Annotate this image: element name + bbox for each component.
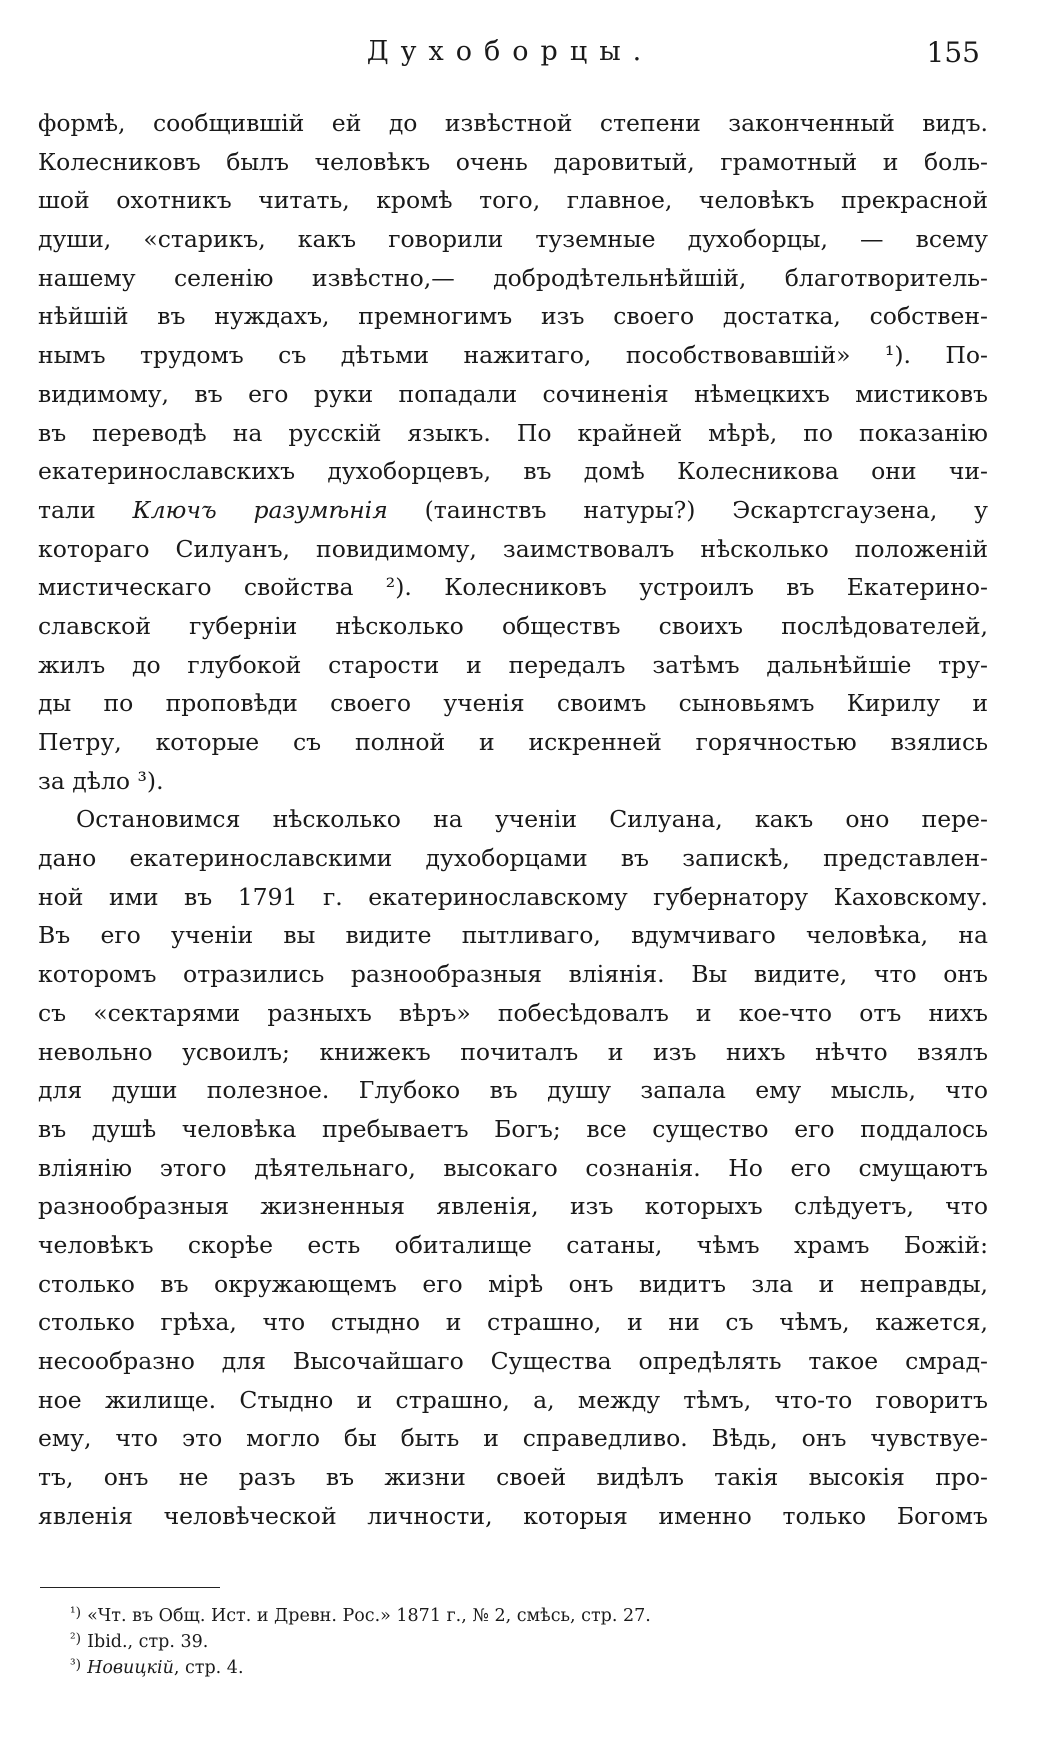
text-line: несообразно для Высочайшаго Существа опредѣлять такое смрад- <box>38 1347 988 1375</box>
text-line: дано екатеринославскими духоборцами въ запискѣ, представлен- <box>38 844 988 873</box>
footnote-mark: ²) <box>70 1631 82 1647</box>
text-line: славской губерніи нѣсколько обществъ своихъ послѣдователей, <box>38 611 988 640</box>
body-text <box>38 104 988 1535</box>
text-line: столько грѣха, что стыдно и страшно, и ни съ чѣмъ, кажется, <box>38 1308 988 1337</box>
text-line: Петру, которые съ полной и искренней горячностью взялись <box>38 728 988 756</box>
text-segment: тали <box>38 495 133 524</box>
footnotes <box>70 1600 970 1678</box>
footnote-text: Ibid., стр. 39. <box>87 1632 209 1652</box>
footnote-mark: ³) <box>70 1657 82 1673</box>
text-line: невольно усвоилъ; книжекъ почиталъ и изъ нихъ нѣчто взялъ <box>38 1037 988 1066</box>
text-line: въ переводѣ на русскій языкъ. По крайней мѣрѣ, по показанію <box>38 418 988 447</box>
text-line: нымъ трудомъ съ дѣтьми нажитаго, пособствовавшій» ¹). По- <box>38 341 988 370</box>
text-line: явленія человѣческой личности, которыя именно только Богомъ <box>38 1501 988 1530</box>
text-line: котораго Силуанъ, повидимому, заимствовалъ нѣсколько положеній <box>38 534 988 563</box>
page-number: 155 <box>926 36 980 69</box>
text-line: души, «старикъ, какъ говорили туземные духоборцы, — всему <box>38 225 988 254</box>
text-line: разнообразныя жизненныя явленія, изъ которыхъ слѣдуетъ, что <box>38 1192 988 1221</box>
text-line: мистическаго свойства ²). Колесниковъ устроилъ въ Екатерино- <box>38 573 988 602</box>
footnote-text: «Чт. въ Общ. Ист. и Древн. Рос.» 1871 г., № 2, смѣсь, стр. 27. <box>87 1606 651 1626</box>
text-line-with-title <box>38 491 988 530</box>
text-line: для души полезное. Глубоко въ душу запала ему мысль, что <box>38 1076 988 1105</box>
footnote-1 <box>70 1600 970 1626</box>
text-line: столько въ окружающемъ его мірѣ онъ видитъ зла и неправды, <box>38 1269 988 1298</box>
text-line: ему, что это могло бы быть и справедливо. Вѣдь, онъ чувствуе- <box>38 1424 988 1453</box>
text-line: человѣкъ скорѣе есть обиталище сатаны, чѣмъ храмъ Божій: <box>38 1230 988 1259</box>
text-line: тъ, онъ не разъ въ жизни своей видѣлъ такія высокія про- <box>38 1463 988 1492</box>
text-line: вліянію этого дѣятельнаго, высокаго сознанія. Но его смущаютъ <box>38 1153 988 1182</box>
text-line: въ душѣ человѣка пребываетъ Богъ; все существо его поддалось <box>38 1114 988 1143</box>
text-line: формѣ, сообщившій ей до извѣстной степени законченный видъ. <box>38 109 988 137</box>
footnote-2 <box>70 1626 970 1652</box>
text-line: ное жилище. Стыдно и страшно, а, между тѣмъ, что-то говоритъ <box>38 1385 988 1414</box>
text-line: нашему селенію извѣстно,— добродѣтельнѣйшій, благотворитель- <box>38 263 988 292</box>
text-line: которомъ отразились разнообразныя вліянія. Вы видите, что онъ <box>38 960 988 989</box>
footnote-text: , стр. 4. <box>173 1658 244 1678</box>
book-title: Ключъ разумѣнія <box>132 495 388 524</box>
running-title: Духоборцы. <box>366 36 654 67</box>
footnote-mark: ¹) <box>70 1605 82 1621</box>
paragraph-start-line: Остановимся нѣсколько на ученіи Силуана, какъ оно пере- <box>76 805 988 834</box>
footnote-author: Новицкій <box>87 1658 174 1678</box>
text-line: екатеринославскихъ духоборцевъ, въ домѣ Колесникова они чи- <box>38 457 988 486</box>
footnote-3 <box>70 1652 970 1678</box>
text-line: Въ его ученіи вы видите пытливаго, вдумчиваго человѣка, на <box>38 921 988 950</box>
text-line: Колесниковъ былъ человѣкъ очень даровитый, грамотный и боль- <box>38 147 988 176</box>
text-segment: (таинствъ натуры?) Эскартсгаузена, у <box>387 495 988 524</box>
text-line: нѣйшій въ нуждахъ, премногимъ изъ своего достатка, собствен- <box>38 302 988 331</box>
text-line: видимому, въ его руки попадали сочиненія нѣмецкихъ мистиковъ <box>38 379 988 408</box>
text-line: ной ими въ 1791 г. екатеринославскому губернатору Каховскому. <box>38 882 988 911</box>
text-line: ды по проповѣди своего ученія своимъ сыновьямъ Кирилу и <box>38 689 988 718</box>
text-line: шой охотникъ читать, кромѣ того, главное, человѣкъ прекрасной <box>38 186 988 215</box>
text-line: съ «сектарями разныхъ вѣръ» побесѣдовалъ и кое-что отъ нихъ <box>38 998 988 1027</box>
footnote-divider <box>40 1587 220 1588</box>
text-line: жилъ до глубокой старости и передалъ затѣмъ дальнѣйшіе тру- <box>38 650 988 679</box>
text-line: за дѣло ³). <box>38 766 164 795</box>
running-head <box>40 36 980 76</box>
